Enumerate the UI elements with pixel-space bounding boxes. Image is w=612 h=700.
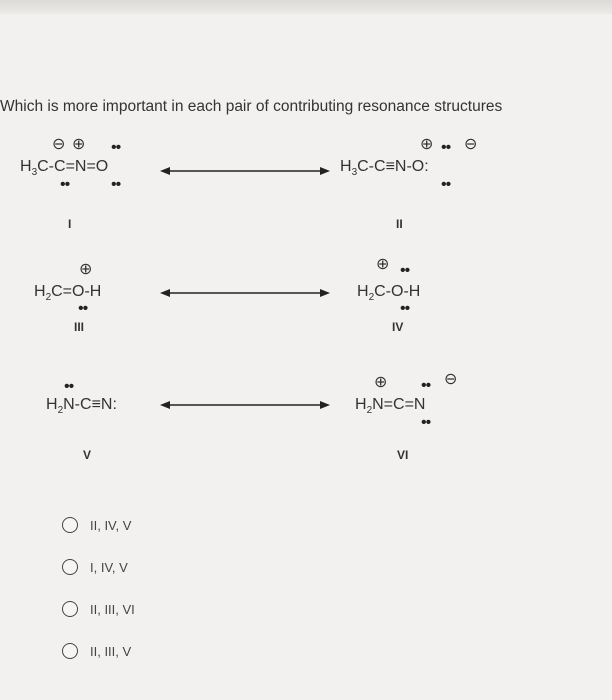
option-label: II, IV, V	[90, 517, 132, 533]
lone-pair-dots: ••	[111, 176, 121, 193]
plus-charge-icon: ⊕	[79, 261, 93, 278]
lone-pair-dots: ••	[421, 414, 431, 431]
lone-pair-dots: ••	[400, 300, 410, 317]
structure-4: $H_2C-O-H$	[357, 283, 421, 304]
structure-6: $H_2N=C=N$	[355, 396, 426, 417]
option-label: II, III, VI	[90, 601, 135, 617]
lone-pair-dots: ••	[400, 262, 410, 279]
option-1[interactable]	[62, 504, 135, 546]
lone-pair-dots: ••	[78, 300, 88, 317]
label-iv: IV	[392, 320, 404, 334]
lone-pair-dots: ••	[64, 378, 74, 395]
lone-pair-dots: ••	[441, 176, 451, 193]
lone-pair-dots: ••	[60, 176, 70, 193]
option-2[interactable]	[62, 546, 135, 588]
label-iii: III	[74, 320, 85, 334]
lone-pair-dots: ••	[421, 377, 431, 394]
structure-1: $H_3C-C=N=O$	[20, 158, 109, 179]
label-i: I	[68, 217, 72, 231]
minus-charge-icon: ⊖	[52, 136, 66, 153]
question-text: Which is more important in each pair of contributing resonance structures	[0, 98, 503, 115]
structure-2: $H_3C-C\equiv N-O$:	[340, 158, 429, 179]
radio-button[interactable]	[62, 601, 78, 617]
structure-5: $H_2N-C\equiv N$:	[46, 396, 117, 417]
option-3[interactable]	[62, 588, 135, 630]
radio-button[interactable]	[62, 643, 78, 659]
minus-charge-icon: ⊖	[464, 136, 478, 153]
option-label: II, III, V	[90, 643, 132, 659]
option-4[interactable]	[62, 630, 135, 672]
resonance-arrow	[160, 286, 330, 300]
plus-charge-icon: ⊕	[72, 136, 86, 153]
top-strip	[0, 0, 612, 14]
option-label: I, IV, V	[90, 559, 128, 575]
plus-charge-icon: ⊕	[420, 136, 434, 153]
label-ii: II	[396, 217, 403, 231]
minus-charge-icon: ⊖	[444, 371, 458, 388]
plus-charge-icon: ⊕	[374, 374, 388, 391]
lone-pair-dots: ••	[441, 139, 451, 156]
radio-button[interactable]	[62, 517, 78, 533]
lone-pair-dots: ••	[111, 139, 121, 156]
label-vi: VI	[397, 448, 409, 462]
structure-3: $H_2C=O-H$	[34, 283, 102, 304]
resonance-arrow	[160, 164, 330, 178]
plus-charge-icon: ⊕	[376, 256, 390, 273]
radio-button[interactable]	[62, 559, 78, 575]
resonance-arrow	[160, 398, 330, 412]
label-v: V	[83, 448, 92, 462]
answer-options	[62, 504, 135, 672]
